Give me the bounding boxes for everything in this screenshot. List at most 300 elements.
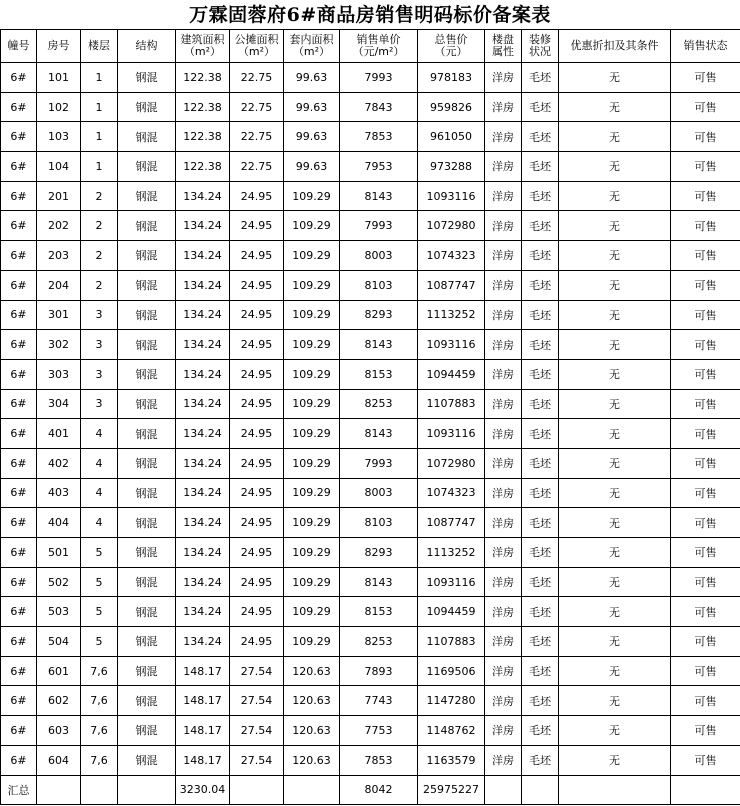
cell-sale-status: 可售 <box>671 448 740 478</box>
cell-decoration: 毛坯 <box>522 300 559 330</box>
cell-sale-status: 可售 <box>671 181 740 211</box>
summary-property-type <box>485 775 522 805</box>
cell-room-no: 301 <box>37 300 81 330</box>
cell-floor: 1 <box>81 63 118 93</box>
cell-discount: 无 <box>559 300 671 330</box>
cell-property-type: 洋房 <box>485 745 522 775</box>
cell-shared-area: 24.95 <box>230 181 284 211</box>
cell-unit-price: 7893 <box>340 656 418 686</box>
cell-room-no: 403 <box>37 478 81 508</box>
table-row <box>1 152 740 182</box>
cell-floor: 2 <box>81 211 118 241</box>
cell-unit-price: 8143 <box>340 567 418 597</box>
header-sale-status: 销售状态 <box>671 30 740 63</box>
cell-discount: 无 <box>559 567 671 597</box>
cell-gross-area: 134.24 <box>176 300 230 330</box>
cell-discount: 无 <box>559 181 671 211</box>
cell-discount: 无 <box>559 122 671 152</box>
cell-floor: 5 <box>81 567 118 597</box>
cell-decoration: 毛坯 <box>522 716 559 746</box>
cell-structure: 钢混 <box>118 122 176 152</box>
cell-unit-price: 8253 <box>340 627 418 657</box>
cell-building-no: 6# <box>1 359 37 389</box>
cell-gross-area: 148.17 <box>176 656 230 686</box>
cell-total-price: 1072980 <box>418 211 485 241</box>
cell-floor: 4 <box>81 419 118 449</box>
table-row <box>1 627 740 657</box>
table-body <box>1 63 740 805</box>
cell-total-price: 1087747 <box>418 270 485 300</box>
cell-decoration: 毛坯 <box>522 686 559 716</box>
cell-sale-status: 可售 <box>671 567 740 597</box>
cell-total-price: 1074323 <box>418 478 485 508</box>
cell-total-price: 973288 <box>418 152 485 182</box>
cell-room-no: 401 <box>37 419 81 449</box>
table-row <box>1 122 740 152</box>
cell-decoration: 毛坯 <box>522 419 559 449</box>
cell-unit-price: 7853 <box>340 745 418 775</box>
cell-unit-price: 7753 <box>340 716 418 746</box>
cell-total-price: 1148762 <box>418 716 485 746</box>
cell-floor: 5 <box>81 627 118 657</box>
table-row <box>1 745 740 775</box>
cell-total-price: 1074323 <box>418 241 485 271</box>
summary-inner-area <box>284 775 340 805</box>
cell-gross-area: 134.24 <box>176 241 230 271</box>
cell-shared-area: 24.95 <box>230 478 284 508</box>
cell-property-type: 洋房 <box>485 92 522 122</box>
table-row <box>1 716 740 746</box>
cell-building-no: 6# <box>1 478 37 508</box>
cell-floor: 4 <box>81 478 118 508</box>
cell-shared-area: 24.95 <box>230 389 284 419</box>
table-row <box>1 419 740 449</box>
cell-shared-area: 24.95 <box>230 211 284 241</box>
cell-decoration: 毛坯 <box>522 745 559 775</box>
cell-unit-price: 8153 <box>340 359 418 389</box>
cell-decoration: 毛坯 <box>522 92 559 122</box>
cell-structure: 钢混 <box>118 716 176 746</box>
cell-building-no: 6# <box>1 716 37 746</box>
cell-total-price: 1093116 <box>418 567 485 597</box>
cell-floor: 7,6 <box>81 656 118 686</box>
cell-structure: 钢混 <box>118 597 176 627</box>
table-row <box>1 538 740 568</box>
cell-shared-area: 24.95 <box>230 359 284 389</box>
cell-floor: 2 <box>81 181 118 211</box>
cell-property-type: 洋房 <box>485 686 522 716</box>
summary-row <box>1 775 740 805</box>
summary-unit-price: 8042 <box>340 775 418 805</box>
cell-building-no: 6# <box>1 92 37 122</box>
cell-decoration: 毛坯 <box>522 270 559 300</box>
cell-sale-status: 可售 <box>671 359 740 389</box>
cell-sale-status: 可售 <box>671 389 740 419</box>
cell-sale-status: 可售 <box>671 716 740 746</box>
cell-gross-area: 134.24 <box>176 211 230 241</box>
cell-inner-area: 109.29 <box>284 241 340 271</box>
cell-sale-status: 可售 <box>671 538 740 568</box>
cell-unit-price: 7993 <box>340 448 418 478</box>
page-title: 万霖固蓉府6#商品房销售明码标价备案表 <box>189 4 551 26</box>
cell-building-no: 6# <box>1 241 37 271</box>
cell-room-no: 201 <box>37 181 81 211</box>
cell-building-no: 6# <box>1 538 37 568</box>
cell-inner-area: 109.29 <box>284 508 340 538</box>
cell-gross-area: 134.24 <box>176 359 230 389</box>
table-row <box>1 359 740 389</box>
cell-building-no: 6# <box>1 597 37 627</box>
cell-property-type: 洋房 <box>485 478 522 508</box>
cell-inner-area: 109.29 <box>284 300 340 330</box>
header-floor: 楼层 <box>81 30 118 63</box>
summary-gross-area: 3230.04 <box>176 775 230 805</box>
cell-property-type: 洋房 <box>485 448 522 478</box>
cell-unit-price: 8143 <box>340 330 418 360</box>
cell-building-no: 6# <box>1 152 37 182</box>
summary-label: 汇总 <box>1 775 37 805</box>
summary-structure <box>118 775 176 805</box>
cell-building-no: 6# <box>1 448 37 478</box>
cell-shared-area: 24.95 <box>230 508 284 538</box>
cell-shared-area: 27.54 <box>230 716 284 746</box>
cell-decoration: 毛坯 <box>522 627 559 657</box>
cell-shared-area: 27.54 <box>230 745 284 775</box>
cell-discount: 无 <box>559 270 671 300</box>
cell-discount: 无 <box>559 359 671 389</box>
cell-sale-status: 可售 <box>671 508 740 538</box>
cell-inner-area: 109.29 <box>284 211 340 241</box>
cell-sale-status: 可售 <box>671 597 740 627</box>
cell-inner-area: 109.29 <box>284 359 340 389</box>
cell-inner-area: 109.29 <box>284 478 340 508</box>
cell-gross-area: 148.17 <box>176 716 230 746</box>
cell-structure: 钢混 <box>118 300 176 330</box>
cell-property-type: 洋房 <box>485 330 522 360</box>
cell-total-price: 1072980 <box>418 448 485 478</box>
cell-sale-status: 可售 <box>671 152 740 182</box>
cell-room-no: 203 <box>37 241 81 271</box>
cell-gross-area: 134.24 <box>176 389 230 419</box>
summary-discount <box>559 775 671 805</box>
cell-room-no: 601 <box>37 656 81 686</box>
cell-floor: 4 <box>81 448 118 478</box>
cell-unit-price: 7843 <box>340 92 418 122</box>
cell-gross-area: 122.38 <box>176 92 230 122</box>
cell-decoration: 毛坯 <box>522 241 559 271</box>
cell-decoration: 毛坯 <box>522 63 559 93</box>
cell-property-type: 洋房 <box>485 538 522 568</box>
cell-gross-area: 134.24 <box>176 448 230 478</box>
cell-total-price: 961050 <box>418 122 485 152</box>
cell-building-no: 6# <box>1 330 37 360</box>
cell-room-no: 102 <box>37 92 81 122</box>
cell-room-no: 502 <box>37 567 81 597</box>
cell-building-no: 6# <box>1 745 37 775</box>
cell-discount: 无 <box>559 686 671 716</box>
cell-building-no: 6# <box>1 686 37 716</box>
cell-total-price: 1113252 <box>418 300 485 330</box>
cell-building-no: 6# <box>1 63 37 93</box>
cell-property-type: 洋房 <box>485 152 522 182</box>
cell-decoration: 毛坯 <box>522 359 559 389</box>
cell-unit-price: 7743 <box>340 686 418 716</box>
header-room-no: 房号 <box>37 30 81 63</box>
cell-total-price: 1163579 <box>418 745 485 775</box>
cell-building-no: 6# <box>1 122 37 152</box>
cell-total-price: 1107883 <box>418 389 485 419</box>
cell-discount: 无 <box>559 241 671 271</box>
cell-discount: 无 <box>559 716 671 746</box>
cell-building-no: 6# <box>1 656 37 686</box>
cell-property-type: 洋房 <box>485 419 522 449</box>
cell-discount: 无 <box>559 211 671 241</box>
cell-unit-price: 7953 <box>340 152 418 182</box>
cell-discount: 无 <box>559 92 671 122</box>
cell-floor: 1 <box>81 122 118 152</box>
table-row <box>1 241 740 271</box>
table-row <box>1 330 740 360</box>
cell-inner-area: 120.63 <box>284 745 340 775</box>
cell-structure: 钢混 <box>118 508 176 538</box>
cell-gross-area: 122.38 <box>176 122 230 152</box>
cell-structure: 钢混 <box>118 63 176 93</box>
cell-property-type: 洋房 <box>485 389 522 419</box>
cell-discount: 无 <box>559 419 671 449</box>
summary-room-no <box>37 775 81 805</box>
cell-room-no: 504 <box>37 627 81 657</box>
cell-total-price: 1093116 <box>418 330 485 360</box>
cell-room-no: 501 <box>37 538 81 568</box>
cell-decoration: 毛坯 <box>522 567 559 597</box>
cell-unit-price: 8143 <box>340 419 418 449</box>
cell-shared-area: 24.95 <box>230 448 284 478</box>
table-row <box>1 508 740 538</box>
cell-unit-price: 8143 <box>340 181 418 211</box>
cell-shared-area: 24.95 <box>230 270 284 300</box>
cell-floor: 7,6 <box>81 716 118 746</box>
cell-property-type: 洋房 <box>485 567 522 597</box>
cell-floor: 7,6 <box>81 686 118 716</box>
cell-room-no: 604 <box>37 745 81 775</box>
cell-floor: 2 <box>81 241 118 271</box>
cell-building-no: 6# <box>1 300 37 330</box>
cell-discount: 无 <box>559 745 671 775</box>
header-structure: 结构 <box>118 30 176 63</box>
summary-decoration <box>522 775 559 805</box>
cell-property-type: 洋房 <box>485 122 522 152</box>
cell-structure: 钢混 <box>118 448 176 478</box>
header-discount: 优惠折扣及其条件 <box>559 30 671 63</box>
cell-sale-status: 可售 <box>671 122 740 152</box>
cell-discount: 无 <box>559 538 671 568</box>
summary-sale-status <box>671 775 740 805</box>
cell-inner-area: 120.63 <box>284 656 340 686</box>
cell-decoration: 毛坯 <box>522 181 559 211</box>
cell-structure: 钢混 <box>118 181 176 211</box>
cell-total-price: 1169506 <box>418 656 485 686</box>
cell-unit-price: 8003 <box>340 478 418 508</box>
cell-total-price: 1093116 <box>418 419 485 449</box>
cell-decoration: 毛坯 <box>522 122 559 152</box>
table-row <box>1 686 740 716</box>
cell-property-type: 洋房 <box>485 359 522 389</box>
cell-discount: 无 <box>559 330 671 360</box>
cell-structure: 钢混 <box>118 359 176 389</box>
cell-property-type: 洋房 <box>485 270 522 300</box>
cell-total-price: 1087747 <box>418 508 485 538</box>
cell-room-no: 304 <box>37 389 81 419</box>
cell-sale-status: 可售 <box>671 656 740 686</box>
cell-unit-price: 7853 <box>340 122 418 152</box>
cell-discount: 无 <box>559 389 671 419</box>
cell-room-no: 602 <box>37 686 81 716</box>
cell-gross-area: 122.38 <box>176 63 230 93</box>
cell-decoration: 毛坯 <box>522 478 559 508</box>
cell-structure: 钢混 <box>118 745 176 775</box>
cell-total-price: 1093116 <box>418 181 485 211</box>
header-inner-area: 套内面积 （m²） <box>284 30 340 63</box>
cell-property-type: 洋房 <box>485 211 522 241</box>
cell-structure: 钢混 <box>118 686 176 716</box>
cell-discount: 无 <box>559 597 671 627</box>
cell-property-type: 洋房 <box>485 597 522 627</box>
cell-gross-area: 134.24 <box>176 508 230 538</box>
table-row <box>1 389 740 419</box>
cell-structure: 钢混 <box>118 270 176 300</box>
cell-floor: 7,6 <box>81 745 118 775</box>
cell-sale-status: 可售 <box>671 270 740 300</box>
cell-structure: 钢混 <box>118 330 176 360</box>
cell-shared-area: 24.95 <box>230 627 284 657</box>
cell-room-no: 402 <box>37 448 81 478</box>
cell-building-no: 6# <box>1 211 37 241</box>
cell-gross-area: 134.24 <box>176 627 230 657</box>
cell-property-type: 洋房 <box>485 508 522 538</box>
cell-building-no: 6# <box>1 627 37 657</box>
cell-property-type: 洋房 <box>485 241 522 271</box>
cell-unit-price: 8003 <box>340 241 418 271</box>
cell-decoration: 毛坯 <box>522 448 559 478</box>
cell-room-no: 104 <box>37 152 81 182</box>
table-row <box>1 300 740 330</box>
cell-structure: 钢混 <box>118 567 176 597</box>
cell-floor: 1 <box>81 92 118 122</box>
cell-total-price: 1094459 <box>418 597 485 627</box>
header-total-price: 总售价 （元） <box>418 30 485 63</box>
cell-room-no: 204 <box>37 270 81 300</box>
cell-sale-status: 可售 <box>671 92 740 122</box>
cell-unit-price: 8293 <box>340 538 418 568</box>
cell-unit-price: 8103 <box>340 508 418 538</box>
cell-shared-area: 24.95 <box>230 300 284 330</box>
cell-room-no: 603 <box>37 716 81 746</box>
cell-building-no: 6# <box>1 270 37 300</box>
summary-floor <box>81 775 118 805</box>
cell-sale-status: 可售 <box>671 300 740 330</box>
cell-total-price: 959826 <box>418 92 485 122</box>
table-row <box>1 656 740 686</box>
cell-sale-status: 可售 <box>671 330 740 360</box>
cell-unit-price: 7993 <box>340 211 418 241</box>
cell-decoration: 毛坯 <box>522 389 559 419</box>
cell-discount: 无 <box>559 63 671 93</box>
cell-sale-status: 可售 <box>671 686 740 716</box>
cell-total-price: 1094459 <box>418 359 485 389</box>
cell-shared-area: 27.54 <box>230 656 284 686</box>
cell-shared-area: 24.95 <box>230 419 284 449</box>
table-row <box>1 92 740 122</box>
cell-gross-area: 148.17 <box>176 745 230 775</box>
cell-structure: 钢混 <box>118 211 176 241</box>
table-row <box>1 211 740 241</box>
cell-discount: 无 <box>559 508 671 538</box>
cell-floor: 4 <box>81 508 118 538</box>
table-row <box>1 448 740 478</box>
cell-inner-area: 109.29 <box>284 448 340 478</box>
cell-shared-area: 24.95 <box>230 597 284 627</box>
cell-total-price: 978183 <box>418 63 485 93</box>
cell-property-type: 洋房 <box>485 656 522 686</box>
cell-shared-area: 22.75 <box>230 152 284 182</box>
cell-room-no: 302 <box>37 330 81 360</box>
cell-total-price: 1113252 <box>418 538 485 568</box>
cell-discount: 无 <box>559 478 671 508</box>
cell-gross-area: 134.24 <box>176 567 230 597</box>
cell-property-type: 洋房 <box>485 300 522 330</box>
cell-building-no: 6# <box>1 389 37 419</box>
cell-gross-area: 148.17 <box>176 686 230 716</box>
cell-structure: 钢混 <box>118 389 176 419</box>
cell-structure: 钢混 <box>118 627 176 657</box>
cell-property-type: 洋房 <box>485 181 522 211</box>
cell-sale-status: 可售 <box>671 478 740 508</box>
cell-floor: 3 <box>81 389 118 419</box>
cell-property-type: 洋房 <box>485 63 522 93</box>
cell-total-price: 1147280 <box>418 686 485 716</box>
cell-shared-area: 22.75 <box>230 122 284 152</box>
cell-inner-area: 99.63 <box>284 63 340 93</box>
header-decoration: 装修 状况 <box>522 30 559 63</box>
header-shared-area: 公摊面积 （m²） <box>230 30 284 63</box>
cell-structure: 钢混 <box>118 152 176 182</box>
cell-shared-area: 24.95 <box>230 538 284 568</box>
cell-structure: 钢混 <box>118 656 176 686</box>
table-row <box>1 478 740 508</box>
cell-building-no: 6# <box>1 181 37 211</box>
cell-inner-area: 109.29 <box>284 419 340 449</box>
cell-gross-area: 134.24 <box>176 597 230 627</box>
cell-inner-area: 109.29 <box>284 627 340 657</box>
cell-discount: 无 <box>559 448 671 478</box>
table-row <box>1 597 740 627</box>
cell-shared-area: 24.95 <box>230 567 284 597</box>
cell-decoration: 毛坯 <box>522 656 559 686</box>
table-row <box>1 270 740 300</box>
cell-inner-area: 109.29 <box>284 330 340 360</box>
cell-gross-area: 134.24 <box>176 181 230 211</box>
cell-property-type: 洋房 <box>485 627 522 657</box>
cell-floor: 3 <box>81 330 118 360</box>
cell-inner-area: 109.29 <box>284 567 340 597</box>
cell-inner-area: 109.29 <box>284 389 340 419</box>
header-gross-area: 建筑面积 （m²） <box>176 30 230 63</box>
cell-decoration: 毛坯 <box>522 597 559 627</box>
cell-discount: 无 <box>559 152 671 182</box>
cell-decoration: 毛坯 <box>522 538 559 568</box>
cell-property-type: 洋房 <box>485 716 522 746</box>
cell-shared-area: 24.95 <box>230 241 284 271</box>
